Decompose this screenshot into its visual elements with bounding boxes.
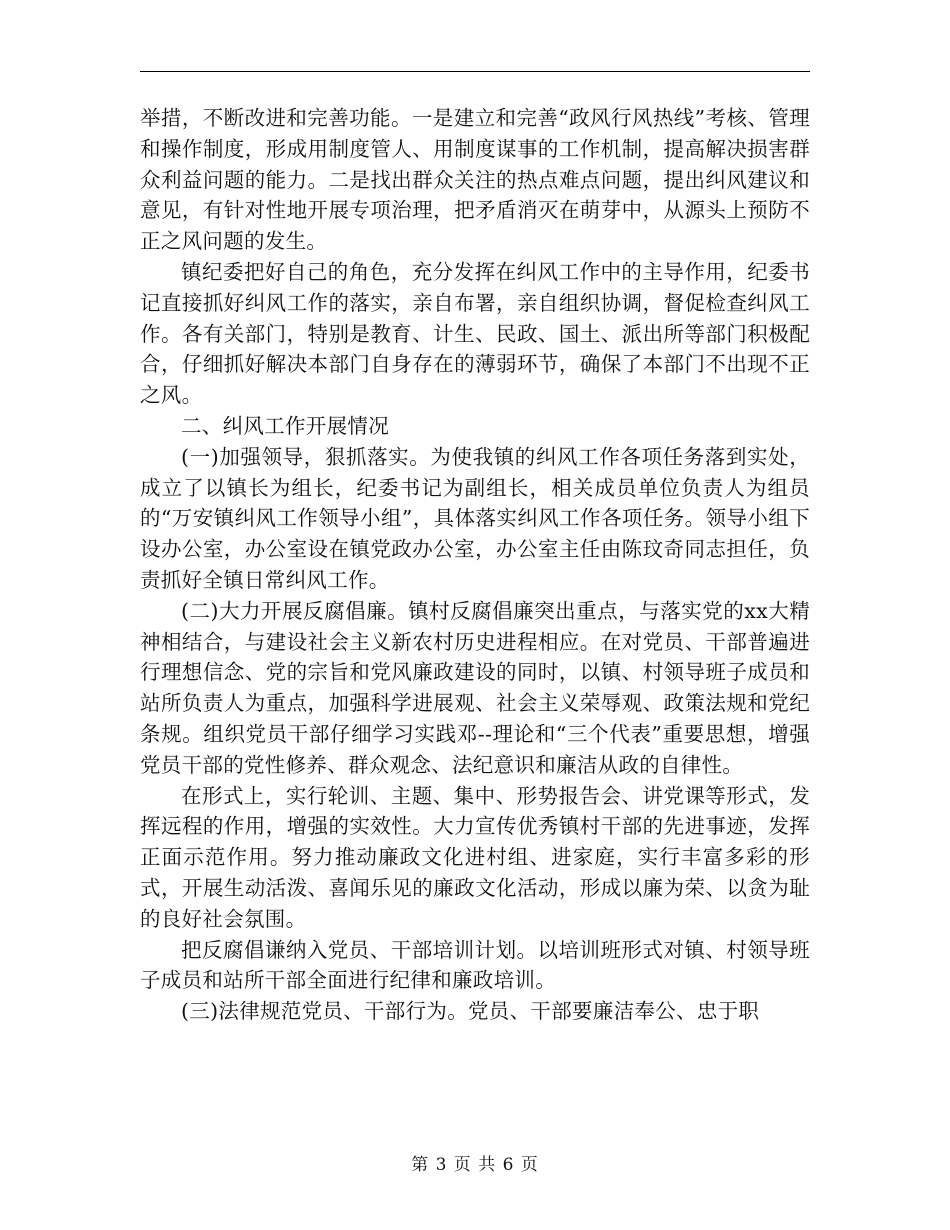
paragraph-item-3: (三)法律规范党员、干部行为。党员、干部要廉洁奉公、忠于职 xyxy=(181,999,760,1024)
header-rule xyxy=(140,71,810,72)
paragraph-forms: 在形式上，实行轮训、主题、集中、形势报告会、讲党课等形式，发挥远程的作用，增强的实效性。大力宣传优秀镇村干部的先进事迹，发挥正面示范作用。努力推动廉政文化进村组、进家庭，实行丰富多彩的形式，开展生动活泼、喜闻乐见的廉政文化活动，形成以廉为荣、以贪为耻的良好社会氛围。 xyxy=(140,783,810,931)
section-heading: 二、纠风工作开展情况 xyxy=(181,413,389,438)
page-number-label: 第 3 页 共 6 页 xyxy=(411,1155,539,1175)
document-body xyxy=(140,103,810,1027)
page-footer xyxy=(0,1154,950,1176)
paragraph-training: 把反腐倡谦纳入党员、干部培训计划。以培训班形式对镇、村领导班子成员和站所干部全面进行纪律和廉政培训。 xyxy=(140,937,810,993)
paragraph-continuation: 举措，不断改进和完善功能。一是建立和完善“政风行风热线”考核、管理和操作制度，形成用制度管人、用制度谋事的工作机制，提高解决损害群众利益问题的能力。二是找出群众关注的热点难点问题，提出纠风建议和意见，有针对性地开展专项治理，把矛盾消灭在萌芽中，从源头上预防不正之风问题的发生。 xyxy=(140,106,810,254)
paragraph-item-2: (二)大力开展反腐倡廉。镇村反腐倡廉突出重点，与落实党的xx大精神相结合，与建设社会主义新农村历史进程相应。在对党员、干部普遍进行理想信念、党的宗旨和党风廉政建设的同时，以镇、村领导班子成员和站所负责人为重点，加强科学进展观、社会主义荣辱观、政策法规和党纪条规。组织党员干部仔细学习实践邓--理论和“三个代表”重要思想，增强党员干部的党性修养、群众观念、法纪意识和廉洁从政的自律性。 xyxy=(140,598,810,777)
paragraph-commission-role: 镇纪委把好自己的角色，充分发挥在纠风工作中的主导作用，纪委书记直接抓好纠风工作的落实，亲自布署，亲自组织协调，督促检查纠风工作。各有关部门，特别是教育、计生、民政、国土、派出所等部门积极配合，仔细抓好解决本部门自身存在的薄弱环节，确保了本部门不出现不正之风。 xyxy=(140,259,810,408)
paragraph-item-1: (一)加强领导，狠抓落实。为使我镇的纠风工作各项任务落到实处，成立了以镇长为组长，纪委书记为副组长，相关成员单位负责人为组员的“万安镇纠风工作领导小组”，具体落实纠风工作各项任务。领导小组下设办公室，办公室设在镇党政办公室，办公室主任由陈玟奇同志担任，负责抓好全镇日常纠风工作。 xyxy=(140,444,810,592)
